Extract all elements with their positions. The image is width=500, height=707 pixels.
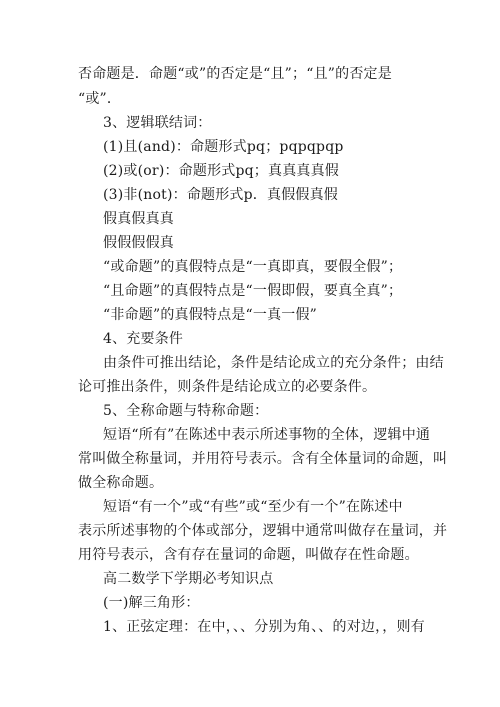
- section-heading: (一)解三角形：: [103, 595, 200, 611]
- text-line: 短语“有一个”或“有些”或“至少有一个”在陈述中: [103, 499, 403, 515]
- text-line: 常叫做全称量词，并用符号表示。含有全体量词的命题，叫: [78, 451, 448, 467]
- text-line: (2)或(or)：命题形式pq；真真真真假: [103, 163, 339, 179]
- text-line: “非命题”的真假特点是“一真一假”: [103, 307, 318, 323]
- section-heading: 5、全称命题与特称命题：: [103, 403, 269, 419]
- section-heading: 高二数学下学期必考知识点: [103, 571, 274, 587]
- text-line: 做全称命题。: [78, 475, 164, 491]
- text-line: “且命题”的真假特点是“一假即假，要真全真”；: [103, 283, 403, 299]
- section-heading: 3、逻辑联结词：: [103, 115, 212, 131]
- text-line: 短语“所有”在陈述中表示所述事物的全体，逻辑中通: [103, 427, 431, 443]
- text-line: 1、正弦定理：在中，、、分别为角、、的对边，，则有: [103, 619, 425, 635]
- text-line: 否命题是．命题“或”的否定是“且”；“且”的否定是: [78, 66, 392, 82]
- section-heading: 4、充要条件: [103, 331, 184, 347]
- text-line: 用符号表示，含有存在量词的命题，叫做存在性命题。: [78, 547, 419, 563]
- text-line: 表示所述事物的个体或部分，逻辑中通常叫做存在量词，并: [78, 523, 448, 539]
- text-line: “或命题”的真假特点是“一真即真，要假全假”；: [103, 259, 403, 275]
- text-line: 论可推出条件，则条件是结论成立的必要条件。: [78, 379, 377, 395]
- text-line: (1)且(and)：命题形式pq；pqpqpqp: [103, 139, 344, 155]
- text-line: (3)非(not)：命题形式p．真假假真假: [103, 187, 338, 203]
- text-line: 由条件可推出结论，条件是结论成立的充分条件；由结: [103, 355, 444, 371]
- text-line: “或”．: [78, 91, 122, 107]
- text-line: 假真假真真: [103, 211, 174, 227]
- text-line: 假假假假真: [103, 235, 174, 251]
